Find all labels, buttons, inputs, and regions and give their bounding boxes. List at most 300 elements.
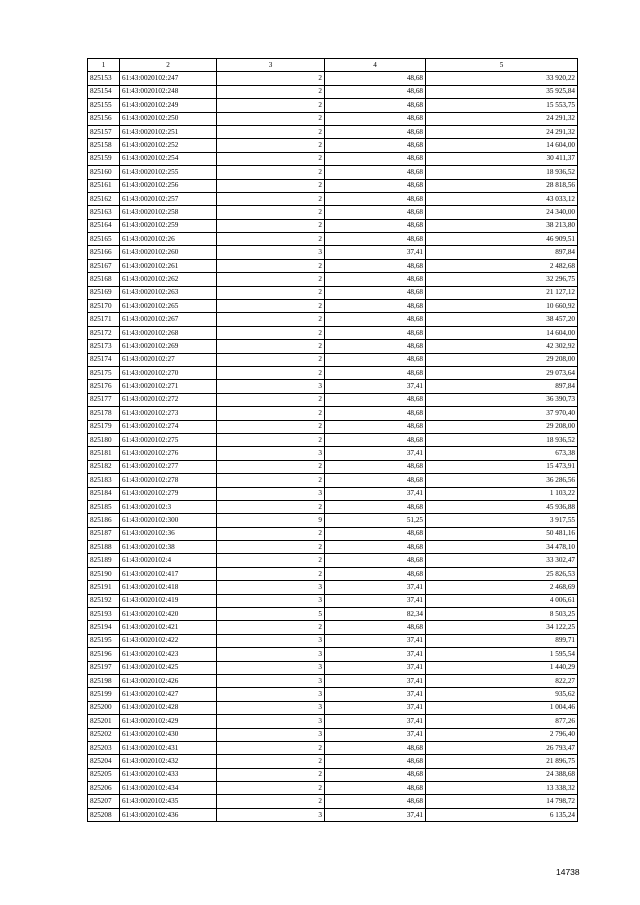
table-row xyxy=(88,72,578,85)
table-cell: 3 xyxy=(217,648,325,661)
table-cell: 825154 xyxy=(88,85,120,98)
table-row xyxy=(88,554,578,567)
table-cell: 3 xyxy=(217,715,325,728)
table-cell: 2 xyxy=(217,795,325,808)
table-cell: 825165 xyxy=(88,233,120,246)
table-cell: 2 xyxy=(217,72,325,85)
table-row xyxy=(88,233,578,246)
table-cell: 825204 xyxy=(88,755,120,768)
table-cell: 2 xyxy=(217,755,325,768)
table-cell: 29 208,00 xyxy=(426,353,578,366)
table-row xyxy=(88,192,578,205)
table-cell: 825177 xyxy=(88,393,120,406)
table-row xyxy=(88,326,578,339)
table-cell: 1 103,22 xyxy=(426,487,578,500)
table-cell: 825183 xyxy=(88,474,120,487)
table-cell: 61:43:0020102:250 xyxy=(120,112,217,125)
table-cell: 37,41 xyxy=(325,246,426,259)
table-cell: 61:43:0020102:258 xyxy=(120,206,217,219)
table-cell: 14 604,00 xyxy=(426,139,578,152)
table-cell: 48,68 xyxy=(325,541,426,554)
table-cell: 51,25 xyxy=(325,514,426,527)
table-cell: 61:43:0020102:419 xyxy=(120,594,217,607)
table-cell: 2 xyxy=(217,420,325,433)
table-cell: 2 482,68 xyxy=(426,259,578,272)
table-cell: 899,71 xyxy=(426,634,578,647)
table-cell: 33 302,47 xyxy=(426,554,578,567)
table-cell: 34 478,10 xyxy=(426,541,578,554)
table-cell: 61:43:0020102:418 xyxy=(120,581,217,594)
table-cell: 37 970,40 xyxy=(426,407,578,420)
table-cell: 825164 xyxy=(88,219,120,232)
table-cell: 48,68 xyxy=(325,192,426,205)
table-cell: 61:43:0020102:255 xyxy=(120,166,217,179)
table-cell: 14 604,00 xyxy=(426,326,578,339)
table-cell: 825169 xyxy=(88,286,120,299)
table-row xyxy=(88,99,578,112)
table-cell: 2 xyxy=(217,259,325,272)
table-cell: 36 390,73 xyxy=(426,393,578,406)
table-cell: 45 936,88 xyxy=(426,500,578,513)
table-row xyxy=(88,340,578,353)
table-cell: 61:43:0020102:251 xyxy=(120,125,217,138)
table-cell: 61:43:0020102:274 xyxy=(120,420,217,433)
table-row xyxy=(88,393,578,406)
table-cell: 825167 xyxy=(88,259,120,272)
table-cell: 46 909,51 xyxy=(426,233,578,246)
table-cell: 1 595,54 xyxy=(426,648,578,661)
table-cell: 48,68 xyxy=(325,353,426,366)
table-cell: 2 xyxy=(217,554,325,567)
table-row xyxy=(88,447,578,460)
table-cell: 37,41 xyxy=(325,728,426,741)
table-cell: 61:43:0020102:265 xyxy=(120,300,217,313)
table-cell: 825207 xyxy=(88,795,120,808)
table-row xyxy=(88,313,578,326)
table-cell: 2 xyxy=(217,741,325,754)
table-row xyxy=(88,85,578,98)
table-cell: 61:43:0020102:27 xyxy=(120,353,217,366)
table-cell: 18 936,52 xyxy=(426,433,578,446)
table-cell: 48,68 xyxy=(325,621,426,634)
table-cell: 825162 xyxy=(88,192,120,205)
table-cell: 825201 xyxy=(88,715,120,728)
table-cell: 3 xyxy=(217,447,325,460)
table-row xyxy=(88,166,578,179)
table-cell: 38 213,80 xyxy=(426,219,578,232)
table-cell: 3 xyxy=(217,634,325,647)
table-cell: 48,68 xyxy=(325,112,426,125)
table-cell: 61:43:0020102:26 xyxy=(120,233,217,246)
table-cell: 3 xyxy=(217,581,325,594)
table-cell: 2 xyxy=(217,85,325,98)
table-cell: 61:43:0020102:256 xyxy=(120,179,217,192)
table-cell: 61:43:0020102:249 xyxy=(120,99,217,112)
table-cell: 48,68 xyxy=(325,72,426,85)
table-cell: 37,41 xyxy=(325,674,426,687)
table-cell: 48,68 xyxy=(325,219,426,232)
table-cell: 61:43:0020102:262 xyxy=(120,273,217,286)
table-cell: 2 xyxy=(217,233,325,246)
table-cell: 825163 xyxy=(88,206,120,219)
table-cell: 3 xyxy=(217,674,325,687)
table-row xyxy=(88,741,578,754)
table-cell: 3 xyxy=(217,246,325,259)
table-cell: 825187 xyxy=(88,527,120,540)
table-cell: 48,68 xyxy=(325,433,426,446)
table-cell: 825202 xyxy=(88,728,120,741)
table-cell: 48,68 xyxy=(325,782,426,795)
table-cell: 13 338,32 xyxy=(426,782,578,795)
table-cell: 825196 xyxy=(88,648,120,661)
table-cell: 3 xyxy=(217,701,325,714)
table-cell: 48,68 xyxy=(325,179,426,192)
table-cell: 825189 xyxy=(88,554,120,567)
table-row xyxy=(88,661,578,674)
table-cell: 50 481,16 xyxy=(426,527,578,540)
table-cell: 825178 xyxy=(88,407,120,420)
table-cell: 3 xyxy=(217,808,325,821)
table-cell: 48,68 xyxy=(325,567,426,580)
table-cell: 37,41 xyxy=(325,487,426,500)
table-cell: 825170 xyxy=(88,300,120,313)
table-cell: 33 920,22 xyxy=(426,72,578,85)
table-cell: 48,68 xyxy=(325,420,426,433)
table-cell: 825195 xyxy=(88,634,120,647)
table-row xyxy=(88,112,578,125)
table-cell: 14 798,72 xyxy=(426,795,578,808)
table-cell: 61:43:0020102:300 xyxy=(120,514,217,527)
table-row xyxy=(88,567,578,580)
table-row xyxy=(88,460,578,473)
table-cell: 2 xyxy=(217,313,325,326)
table-cell: 34 122,25 xyxy=(426,621,578,634)
table-cell: 897,84 xyxy=(426,380,578,393)
table-cell: 825155 xyxy=(88,99,120,112)
table-row xyxy=(88,527,578,540)
table-cell: 825208 xyxy=(88,808,120,821)
table-cell: 61:43:0020102:425 xyxy=(120,661,217,674)
table-cell: 61:43:0020102:263 xyxy=(120,286,217,299)
table-cell: 2 xyxy=(217,567,325,580)
table-cell: 61:43:0020102:423 xyxy=(120,648,217,661)
table-cell: 48,68 xyxy=(325,326,426,339)
column-header: 3 xyxy=(217,59,325,72)
table-cell: 61:43:0020102:436 xyxy=(120,808,217,821)
table-cell: 61:43:0020102:426 xyxy=(120,674,217,687)
table-cell: 36 286,56 xyxy=(426,474,578,487)
table-row xyxy=(88,179,578,192)
table-cell: 61:43:0020102:270 xyxy=(120,366,217,379)
table-cell: 61:43:0020102:36 xyxy=(120,527,217,540)
table-cell: 825157 xyxy=(88,125,120,138)
table-cell: 3 xyxy=(217,661,325,674)
table-cell: 825188 xyxy=(88,541,120,554)
table-cell: 37,41 xyxy=(325,648,426,661)
table-cell: 48,68 xyxy=(325,286,426,299)
table-row xyxy=(88,674,578,687)
table-cell: 10 660,92 xyxy=(426,300,578,313)
table-row xyxy=(88,125,578,138)
table-cell: 48,68 xyxy=(325,273,426,286)
table-cell: 28 818,56 xyxy=(426,179,578,192)
table-cell: 37,41 xyxy=(325,447,426,460)
table-cell: 825179 xyxy=(88,420,120,433)
table-cell: 2 xyxy=(217,768,325,781)
table-cell: 3 917,55 xyxy=(426,514,578,527)
column-header: 5 xyxy=(426,59,578,72)
table-row xyxy=(88,594,578,607)
table-cell: 825193 xyxy=(88,608,120,621)
page-number: 14738 xyxy=(556,867,580,877)
table-cell: 61:43:0020102:276 xyxy=(120,447,217,460)
table-cell: 15 553,75 xyxy=(426,99,578,112)
table-cell: 825172 xyxy=(88,326,120,339)
table-row xyxy=(88,433,578,446)
table-cell: 673,38 xyxy=(426,447,578,460)
table-cell: 37,41 xyxy=(325,701,426,714)
table-cell: 825203 xyxy=(88,741,120,754)
table-cell: 48,68 xyxy=(325,206,426,219)
table-cell: 825175 xyxy=(88,366,120,379)
table-cell: 37,41 xyxy=(325,661,426,674)
table-cell: 61:43:0020102:259 xyxy=(120,219,217,232)
table-cell: 2 xyxy=(217,433,325,446)
table-row xyxy=(88,206,578,219)
table-cell: 2 xyxy=(217,286,325,299)
table-cell: 825160 xyxy=(88,166,120,179)
table-cell: 48,68 xyxy=(325,366,426,379)
table-cell: 2 xyxy=(217,300,325,313)
table-cell: 822,27 xyxy=(426,674,578,687)
table-cell: 38 457,20 xyxy=(426,313,578,326)
table-row xyxy=(88,219,578,232)
table-cell: 48,68 xyxy=(325,755,426,768)
table-cell: 48,68 xyxy=(325,152,426,165)
table-cell: 825200 xyxy=(88,701,120,714)
table-cell: 48,68 xyxy=(325,741,426,754)
table-cell: 37,41 xyxy=(325,808,426,821)
table-cell: 61:43:0020102:252 xyxy=(120,139,217,152)
table-row xyxy=(88,300,578,313)
table-row xyxy=(88,634,578,647)
table-cell: 2 xyxy=(217,179,325,192)
table-cell: 24 291,32 xyxy=(426,125,578,138)
table-cell: 825190 xyxy=(88,567,120,580)
table-cell: 61:43:0020102:279 xyxy=(120,487,217,500)
table-cell: 61:43:0020102:269 xyxy=(120,340,217,353)
table-cell: 825159 xyxy=(88,152,120,165)
table-cell: 48,68 xyxy=(325,554,426,567)
table-cell: 2 xyxy=(217,366,325,379)
table-row xyxy=(88,152,578,165)
table-cell: 48,68 xyxy=(325,393,426,406)
table-row xyxy=(88,259,578,272)
table-cell: 61:43:0020102:275 xyxy=(120,433,217,446)
table-cell: 61:43:0020102:427 xyxy=(120,688,217,701)
table-cell: 61:43:0020102:260 xyxy=(120,246,217,259)
table-cell: 48,68 xyxy=(325,340,426,353)
table-row xyxy=(88,755,578,768)
table-cell: 3 xyxy=(217,380,325,393)
table-cell: 61:43:0020102:278 xyxy=(120,474,217,487)
table-row xyxy=(88,474,578,487)
table-cell: 2 xyxy=(217,621,325,634)
table-cell: 5 xyxy=(217,608,325,621)
table-cell: 42 302,92 xyxy=(426,340,578,353)
table-row xyxy=(88,139,578,152)
table-row xyxy=(88,541,578,554)
table-cell: 25 826,53 xyxy=(426,567,578,580)
table-row xyxy=(88,782,578,795)
table-cell: 825198 xyxy=(88,674,120,687)
table-cell: 8 503,25 xyxy=(426,608,578,621)
column-header: 1 xyxy=(88,59,120,72)
table-cell: 2 xyxy=(217,99,325,112)
table-cell: 2 xyxy=(217,125,325,138)
table-cell: 61:43:0020102:277 xyxy=(120,460,217,473)
table-cell: 6 135,24 xyxy=(426,808,578,821)
table-row xyxy=(88,621,578,634)
table-row xyxy=(88,380,578,393)
table-cell: 48,68 xyxy=(325,768,426,781)
table-cell: 3 xyxy=(217,487,325,500)
table-cell: 61:43:0020102:261 xyxy=(120,259,217,272)
table-row xyxy=(88,701,578,714)
table-cell: 32 296,75 xyxy=(426,273,578,286)
table-row xyxy=(88,795,578,808)
table-cell: 61:43:0020102:271 xyxy=(120,380,217,393)
table-cell: 825191 xyxy=(88,581,120,594)
table-cell: 825194 xyxy=(88,621,120,634)
table-cell: 3 xyxy=(217,594,325,607)
table-cell: 2 xyxy=(217,474,325,487)
table-body xyxy=(88,72,578,822)
table-cell: 26 793,47 xyxy=(426,741,578,754)
table-cell: 825166 xyxy=(88,246,120,259)
table-cell: 2 xyxy=(217,219,325,232)
table-cell: 61:43:0020102:38 xyxy=(120,541,217,554)
table-cell: 48,68 xyxy=(325,407,426,420)
table-cell: 61:43:0020102:417 xyxy=(120,567,217,580)
table-cell: 825174 xyxy=(88,353,120,366)
table-cell: 825161 xyxy=(88,179,120,192)
table-cell: 24 340,00 xyxy=(426,206,578,219)
table-cell: 2 xyxy=(217,273,325,286)
table-cell: 37,41 xyxy=(325,380,426,393)
table-row xyxy=(88,808,578,821)
table-cell: 825180 xyxy=(88,433,120,446)
header-row xyxy=(88,59,578,72)
table-cell: 2 xyxy=(217,353,325,366)
table-cell: 825199 xyxy=(88,688,120,701)
table-row xyxy=(88,500,578,513)
data-table xyxy=(87,58,578,822)
table-cell: 935,62 xyxy=(426,688,578,701)
table-row xyxy=(88,286,578,299)
table-cell: 61:43:0020102:435 xyxy=(120,795,217,808)
table-cell: 2 796,40 xyxy=(426,728,578,741)
table-cell: 43 033,12 xyxy=(426,192,578,205)
table-cell: 48,68 xyxy=(325,460,426,473)
table-row xyxy=(88,366,578,379)
table-cell: 61:43:0020102:267 xyxy=(120,313,217,326)
table-cell: 2 xyxy=(217,393,325,406)
table-cell: 61:43:0020102:431 xyxy=(120,741,217,754)
table-cell: 2 xyxy=(217,500,325,513)
table-row xyxy=(88,581,578,594)
table-cell: 35 925,84 xyxy=(426,85,578,98)
table-cell: 825176 xyxy=(88,380,120,393)
table-cell: 825184 xyxy=(88,487,120,500)
table-cell: 61:43:0020102:420 xyxy=(120,608,217,621)
table-cell: 48,68 xyxy=(325,166,426,179)
table-row xyxy=(88,246,578,259)
table-cell: 825171 xyxy=(88,313,120,326)
table-cell: 2 xyxy=(217,782,325,795)
table-cell: 15 473,91 xyxy=(426,460,578,473)
table-cell: 877,26 xyxy=(426,715,578,728)
table-cell: 48,68 xyxy=(325,85,426,98)
table-cell: 48,68 xyxy=(325,474,426,487)
table-row xyxy=(88,688,578,701)
table-row xyxy=(88,353,578,366)
table-row xyxy=(88,420,578,433)
table-cell: 30 411,37 xyxy=(426,152,578,165)
table-cell: 21 896,75 xyxy=(426,755,578,768)
table-cell: 61:43:0020102:430 xyxy=(120,728,217,741)
table-cell: 21 127,12 xyxy=(426,286,578,299)
table-cell: 37,41 xyxy=(325,634,426,647)
table-cell: 29 073,64 xyxy=(426,366,578,379)
table-cell: 61:43:0020102:3 xyxy=(120,500,217,513)
table-cell: 24 388,68 xyxy=(426,768,578,781)
table-cell: 825181 xyxy=(88,447,120,460)
table-cell: 2 468,69 xyxy=(426,581,578,594)
table-cell: 825192 xyxy=(88,594,120,607)
table-cell: 37,41 xyxy=(325,688,426,701)
table-cell: 48,68 xyxy=(325,259,426,272)
table-cell: 61:43:0020102:433 xyxy=(120,768,217,781)
table-cell: 61:43:0020102:254 xyxy=(120,152,217,165)
table-cell: 61:43:0020102:273 xyxy=(120,407,217,420)
table-cell: 2 xyxy=(217,112,325,125)
table-cell: 82,34 xyxy=(325,608,426,621)
table-cell: 61:43:0020102:422 xyxy=(120,634,217,647)
table-row xyxy=(88,728,578,741)
table-cell: 48,68 xyxy=(325,795,426,808)
table-cell: 48,68 xyxy=(325,125,426,138)
table-cell: 2 xyxy=(217,166,325,179)
table-cell: 48,68 xyxy=(325,300,426,313)
table-cell: 825186 xyxy=(88,514,120,527)
table-cell: 2 xyxy=(217,460,325,473)
table-cell: 48,68 xyxy=(325,233,426,246)
table-cell: 1 440,29 xyxy=(426,661,578,674)
table-cell: 4 006,61 xyxy=(426,594,578,607)
table-cell: 3 xyxy=(217,688,325,701)
table-cell: 1 004,46 xyxy=(426,701,578,714)
table-cell: 61:43:0020102:432 xyxy=(120,755,217,768)
table-cell: 37,41 xyxy=(325,594,426,607)
table-cell: 48,68 xyxy=(325,500,426,513)
table-cell: 61:43:0020102:429 xyxy=(120,715,217,728)
table-cell: 48,68 xyxy=(325,527,426,540)
table-cell: 61:43:0020102:257 xyxy=(120,192,217,205)
table-cell: 2 xyxy=(217,326,325,339)
table-row xyxy=(88,273,578,286)
table-cell: 2 xyxy=(217,527,325,540)
